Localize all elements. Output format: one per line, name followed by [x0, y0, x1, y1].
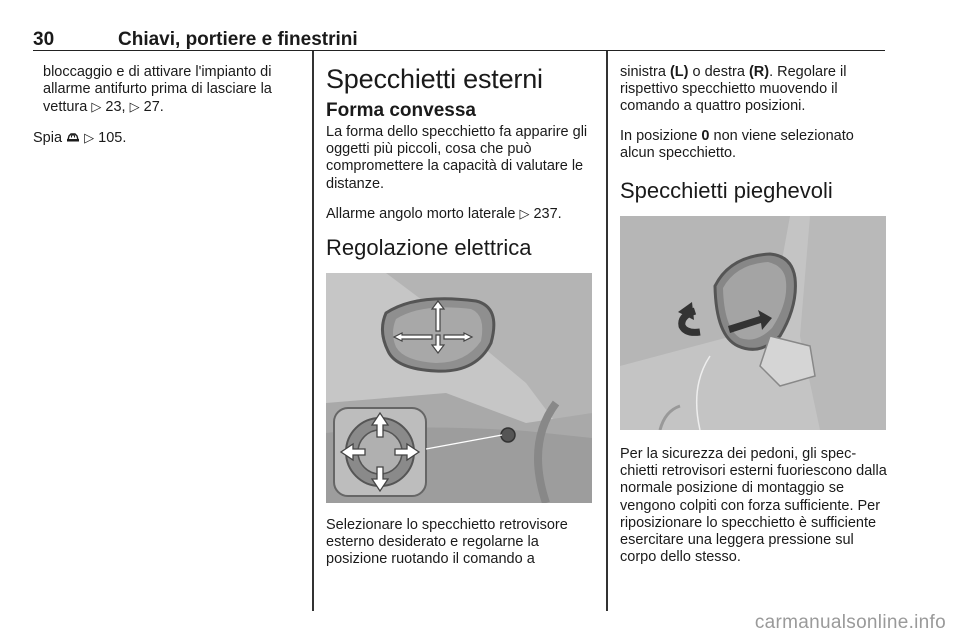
caption-electric: Selezionare lo specchietto retrovisore esterno desiderato e regolarne la posizione ruotando il comando a: [326, 517, 568, 568]
column-middle: [326, 64, 594, 581]
alarm-car-icon: [66, 130, 84, 146]
paragraph-spia: Spia ▷ 105.: [33, 129, 127, 146]
xref-link-23[interactable]: 23,: [105, 99, 126, 116]
column-left: [33, 64, 301, 159]
page-title: Chiavi, portiere e finestrini: [118, 29, 358, 50]
page-number: 30: [33, 29, 55, 50]
paragraph-position-zero: In posizione 0 non viene selezionato alcun specchietto.: [620, 127, 854, 161]
watermark: carmanualsonline.info: [754, 612, 946, 633]
column-divider-2: [606, 51, 608, 611]
illustration-electric-adjustment: [326, 273, 592, 503]
xref-arrow-icon[interactable]: ▷: [129, 99, 140, 115]
paragraph-convex: La forma dello specchietto fa apparire gli oggetti più piccoli, cosa che può compromettere la capacità di valutare le distanze.: [326, 124, 588, 192]
paragraph-left-right: sinistra (L) o destra (R). Regolare il rispettivo specchietto muovendo il comando a quattro posizioni.: [620, 64, 847, 115]
subheading-folding: Specchietti pieghevoli: [620, 178, 833, 204]
xref-arrow-icon[interactable]: ▷: [91, 99, 102, 115]
paragraph-alarm: bloccaggio e di attivare l'impianto di allarme antifurto prima di lasciare la vettura ▷ 23, ▷ 27.: [43, 64, 272, 116]
xref-link-105[interactable]: 105.: [98, 129, 127, 146]
xref-arrow-icon[interactable]: ▷: [519, 205, 530, 221]
column-right: [620, 64, 888, 578]
xref-link-27[interactable]: 27.: [143, 99, 164, 116]
section-heading: Specchietti esterni: [326, 64, 543, 94]
column-divider-1: [312, 51, 314, 611]
xref-link-237[interactable]: 237.: [533, 205, 562, 222]
paragraph-blind-spot: Allarme angolo morto laterale ▷ 237.: [326, 205, 562, 222]
paragraph-folding: Per la sicurezza dei pedoni, gli specchietti retrovisori esterni fuoriescono dalla normale posizione di montaggio se vengono colpiti con forza sufficiente. Per riposizionare lo specchietto è sufficiente esercitare una leggera pressione sul corpo dello stesso.: [620, 446, 887, 566]
illustration-folding-mirror: [620, 216, 886, 430]
subheading-electric: Regolazione elettrica: [326, 235, 532, 261]
page-header: [33, 28, 885, 51]
subheading-convex: Forma convessa: [326, 100, 476, 121]
xref-arrow-icon[interactable]: ▷: [84, 129, 95, 145]
